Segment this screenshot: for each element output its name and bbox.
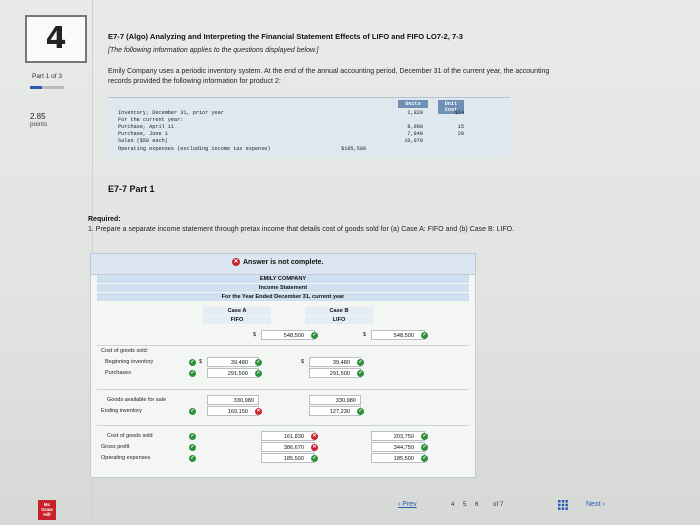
incorrect-icon: ✕ — [312, 433, 317, 439]
answer-status — [232, 258, 324, 266]
dollar-sign: $ — [301, 359, 305, 365]
correct-icon: ✓ — [256, 359, 261, 365]
begin-inventory-case-b[interactable] — [309, 357, 361, 367]
incorrect-icon: ✕ — [256, 408, 261, 414]
goods-available-case-b[interactable] — [309, 395, 361, 405]
next-label: Next — [586, 501, 601, 508]
purchases-label: Purchases — [105, 370, 131, 376]
inventory-row-units: 2,820 — [407, 110, 423, 116]
cogs-case-b-value: 203,750 — [393, 434, 414, 440]
statement-name: Income Statement — [97, 284, 469, 292]
correct-icon: ✓ — [190, 359, 195, 365]
inventory-row-label: Purchase, June 1 — [118, 131, 168, 137]
correct-icon: ✓ — [422, 433, 427, 439]
begin-inventory-case-b-value: 39,480 — [332, 360, 350, 366]
units-header: Units — [398, 100, 428, 108]
cogs-heading: Cost of goods sold: — [101, 348, 149, 354]
sales-case-b-value: 548,500 — [393, 333, 414, 339]
gross-profit-case-a-value: 386,670 — [283, 445, 304, 451]
ending-inventory-case-a[interactable] — [207, 406, 259, 416]
opex-case-b[interactable] — [371, 453, 425, 463]
correct-icon: ✓ — [422, 444, 427, 450]
correct-icon: ✓ — [312, 455, 317, 461]
inventory-row-label: Operating expenses (excluding income tax expense) — [118, 146, 271, 152]
goods-available-case-b-value: 330,980 — [335, 398, 356, 404]
row-divider — [97, 345, 469, 346]
next-button[interactable]: Next › — [586, 501, 605, 508]
correct-icon: ✓ — [190, 408, 195, 414]
case-b-method: LIFO — [305, 316, 373, 324]
part-title: E7-7 Part 1 — [108, 184, 155, 194]
inventory-row-units: 8,980 — [407, 124, 423, 130]
page-total: of 7 — [493, 501, 504, 508]
purchases-case-a[interactable] — [207, 368, 259, 378]
purchases-case-a-value: 291,500 — [227, 371, 248, 377]
sales-case-b[interactable] — [371, 330, 425, 340]
purchases-case-b-value: 291,500 — [329, 371, 350, 377]
inventory-row-amount: $185,500 — [341, 146, 366, 152]
sales-case-a-value: 548,500 — [283, 333, 304, 339]
page-5[interactable]: 5 — [463, 501, 467, 508]
correct-icon: ✓ — [422, 332, 427, 338]
cogs-case-b[interactable] — [371, 431, 425, 441]
case-b-header: Case B — [305, 307, 373, 315]
unit-cost-header: Unit Cost — [438, 100, 464, 114]
prev-label: Prev — [402, 501, 417, 508]
ending-inventory-case-b[interactable] — [309, 406, 361, 416]
correct-icon: ✓ — [358, 370, 363, 376]
mcgraw-hill-logo: Mc Graw Hill — [38, 500, 56, 520]
incorrect-icon: ✕ — [312, 444, 317, 450]
goods-available-case-a[interactable] — [207, 395, 259, 405]
correct-icon: ✓ — [358, 408, 363, 414]
row-divider — [97, 389, 469, 390]
sales-case-a[interactable] — [261, 330, 315, 340]
income-statement-worksheet — [90, 274, 476, 478]
inventory-row-units: 10,970 — [404, 138, 423, 144]
correct-icon: ✓ — [312, 332, 317, 338]
inventory-row-label: For the current year: — [118, 117, 184, 123]
ending-inventory-case-b-value: 127,230 — [329, 409, 350, 415]
ending-inventory-case-a-value: 169,150 — [227, 409, 248, 415]
purchases-case-b[interactable] — [309, 368, 361, 378]
points-label: points — [30, 121, 48, 128]
operating-expenses-label: Operating expenses — [101, 455, 151, 461]
cogs-total-label: Cost of goods sold — [107, 433, 153, 439]
gross-profit-label: Gross profit — [101, 444, 130, 450]
question-number: 4 — [25, 15, 87, 63]
exercise-intro: Emily Company uses a periodic inventory system. At the end of the annual accounting period, December 31 of the current year, the accounting records provided the following information for product 2: — [108, 68, 550, 85]
prev-button[interactable]: ‹ Prev — [398, 501, 417, 508]
required-text: 1. Prepare a separate income statement through pretax income that details cost of goods sold for (a) Case A: FIFO and (b) Case B: LIFO. — [88, 226, 515, 233]
inventory-row-cost: 20 — [457, 131, 464, 137]
gross-profit-case-b-value: 344,750 — [393, 445, 414, 451]
inventory-row-label: Sales ($50 each) — [118, 138, 168, 144]
inventory-row-label: Purchase, April 11 — [118, 124, 175, 130]
exercise-title: E7-7 (Algo) Analyzing and Interpreting the Financial Statement Effects of LIFO and FIFO LO7-2, 7-3 — [108, 32, 463, 41]
gross-profit-case-b[interactable] — [371, 442, 425, 452]
statement-company: EMILY COMPANY — [97, 275, 469, 283]
correct-icon: ✓ — [256, 370, 261, 376]
case-a-header: Case A — [203, 307, 271, 315]
gross-profit-case-a[interactable] — [261, 442, 315, 452]
row-divider — [97, 425, 469, 426]
goods-available-case-a-value: 330,980 — [233, 398, 254, 404]
page-6[interactable]: 6 — [475, 501, 479, 508]
ending-inventory-label: Ending inventory — [101, 408, 142, 414]
part-progress-bar — [30, 86, 64, 89]
beginning-inventory-label: Beginning inventory — [105, 359, 154, 365]
correct-icon: ✓ — [190, 455, 195, 461]
correct-icon: ✓ — [190, 444, 195, 450]
cogs-case-a[interactable] — [261, 431, 315, 441]
required-label: Required: — [88, 216, 121, 223]
points-value: 2.85 — [30, 112, 46, 121]
statement-period: For the Year Ended December 31, current year — [97, 293, 469, 301]
begin-inventory-case-a-value: 39,480 — [230, 360, 248, 366]
cogs-case-a-value: 161,830 — [283, 434, 304, 440]
opex-case-a[interactable] — [261, 453, 315, 463]
page-current[interactable]: 4 — [451, 501, 455, 508]
correct-icon: ✓ — [358, 359, 363, 365]
exercise-note: [The following information applies to the questions displayed below.] — [108, 47, 319, 54]
part-progress-fill — [30, 86, 42, 89]
correct-icon: ✓ — [190, 433, 195, 439]
incomplete-icon: ✕ — [233, 259, 239, 265]
case-a-method: FIFO — [203, 316, 271, 324]
inventory-row-units: 7,840 — [407, 131, 423, 137]
part-progress-label: Part 1 of 3 — [32, 73, 62, 80]
inventory-row-cost: 15 — [457, 124, 464, 130]
goods-available-label: Goods available for sale — [107, 397, 167, 403]
inventory-table — [108, 97, 510, 158]
inventory-row-label: Inventory, December 31, prior year — [118, 110, 224, 116]
dollar-sign: $ — [253, 332, 257, 338]
pagination — [445, 498, 537, 512]
answer-status-text: Answer is not complete. — [243, 258, 324, 266]
opex-case-a-value: 185,500 — [283, 456, 304, 462]
inventory-row-cost: $14 — [454, 110, 464, 116]
dollar-sign: $ — [199, 359, 203, 365]
begin-inventory-case-a[interactable] — [207, 357, 259, 367]
correct-icon: ✓ — [422, 455, 427, 461]
opex-case-b-value: 185,500 — [393, 456, 414, 462]
grid-view-icon[interactable] — [558, 500, 568, 510]
dollar-sign: $ — [363, 332, 367, 338]
correct-icon: ✓ — [190, 370, 195, 376]
